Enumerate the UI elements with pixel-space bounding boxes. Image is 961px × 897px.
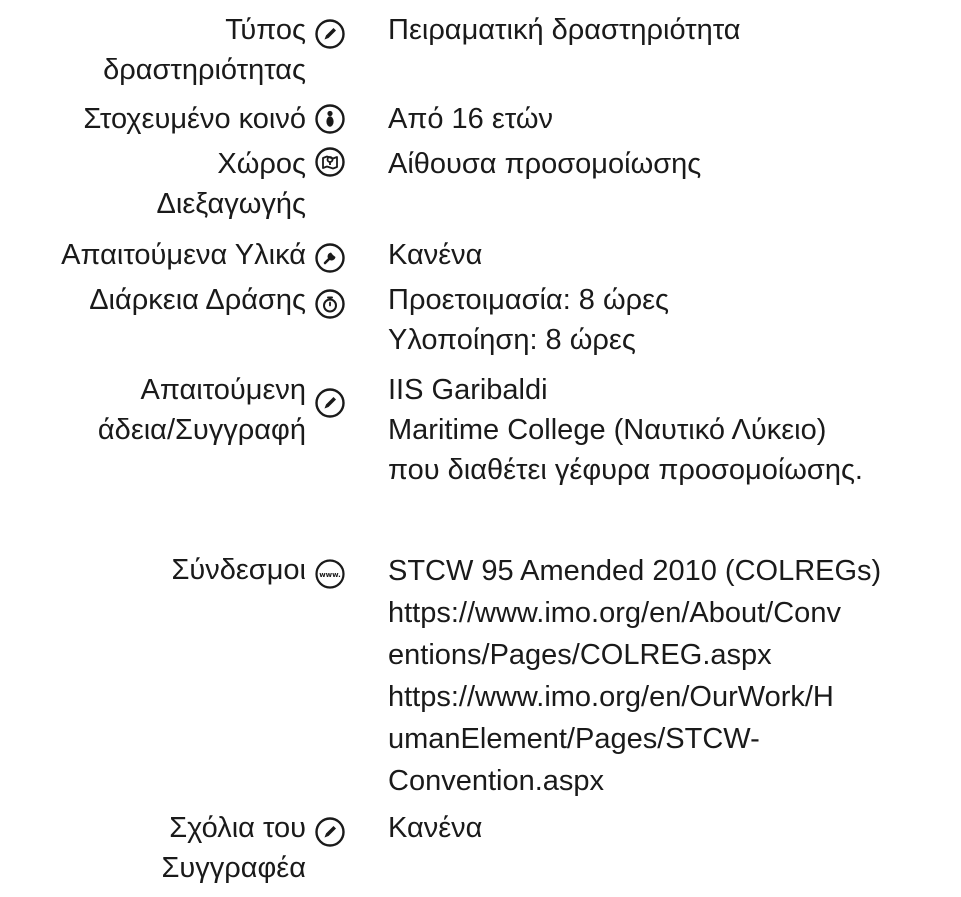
materials-value <box>388 235 961 275</box>
duration-value-line-2: Υλοποίηση: 8 ώρες <box>388 324 636 356</box>
permission-value-line-2: Maritime College (Ναυτικό Λύκειο) <box>388 414 827 446</box>
links-value-line-1: STCW 95 Amended 2010 (COLREGs) <box>388 555 882 587</box>
links-label <box>0 550 306 590</box>
duration-label-line-1: Διάρκεια Δράσης <box>89 284 306 316</box>
activity-type-label <box>0 10 306 90</box>
materials-value-line-1: Κανένα <box>388 239 483 271</box>
comments-label <box>0 808 306 888</box>
activity-type-value <box>388 10 961 50</box>
venue-label-line-1: Χώρος <box>217 148 306 180</box>
duration-label <box>0 280 306 320</box>
materials-label <box>0 235 306 275</box>
links-value-line-4[interactable]: https://www.imo.org/en/OurWork/H <box>388 681 834 713</box>
links-value <box>388 550 961 802</box>
venue-label <box>0 144 306 224</box>
map-pin-icon <box>314 146 346 178</box>
stopwatch-icon <box>314 288 346 320</box>
www-icon-glyph: www. <box>319 571 341 579</box>
links-value-line-6[interactable]: Convention.aspx <box>388 765 605 797</box>
duration-value <box>388 280 961 360</box>
audience-label-line-1: Στοχευμένο κοινό <box>83 103 306 135</box>
duration-value-line-1: Προετοιμασία: 8 ώρες <box>388 284 670 316</box>
links-value-line-2[interactable]: https://www.imo.org/en/About/Conv <box>388 597 841 629</box>
materials-label-line-1: Απαιτούμενα Υλικά <box>61 239 306 271</box>
permission-value-line-1: IIS Garibaldi <box>388 374 548 406</box>
permission-value <box>388 370 961 490</box>
venue-label-line-2: Διεξαγωγής <box>156 188 306 220</box>
links-value-line-5[interactable]: umanElement/Pages/STCW- <box>388 723 760 755</box>
permission-label-line-2: άδεια/Συγγραφή <box>97 414 306 446</box>
activity-type-label-line-2: δραστηριότητας <box>103 54 306 86</box>
comments-label-line-2: Συγγραφέα <box>161 852 306 884</box>
audience-label <box>0 99 306 139</box>
comments-value <box>388 808 961 848</box>
audience-value <box>388 99 961 139</box>
pencil-icon <box>314 816 346 848</box>
venue-value-line-1: Αίθουσα προσομοίωσης <box>388 148 702 180</box>
www-icon <box>314 558 346 590</box>
comments-label-line-1: Σχόλια του <box>169 812 306 844</box>
permission-label <box>0 370 306 450</box>
person-icon <box>314 103 346 135</box>
comments-value-line-1: Κανένα <box>388 812 483 844</box>
pencil-icon <box>314 387 346 419</box>
venue-value <box>388 144 961 184</box>
activity-type-value-line-1: Πειραματική δραστηριότητα <box>388 14 741 46</box>
audience-value-line-1: Από 16 ετών <box>388 103 553 135</box>
wrench-icon <box>314 242 346 274</box>
links-value-line-3[interactable]: entions/Pages/COLREG.aspx <box>388 639 772 671</box>
pencil-icon <box>314 18 346 50</box>
permission-value-line-3: που διαθέτει γέφυρα προσομοίωσης. <box>388 454 863 486</box>
permission-label-line-1: Απαιτούμενη <box>140 374 306 406</box>
links-label-line-1: Σύνδεσμοι <box>171 554 306 586</box>
activity-type-label-line-1: Τύπος <box>225 14 306 46</box>
